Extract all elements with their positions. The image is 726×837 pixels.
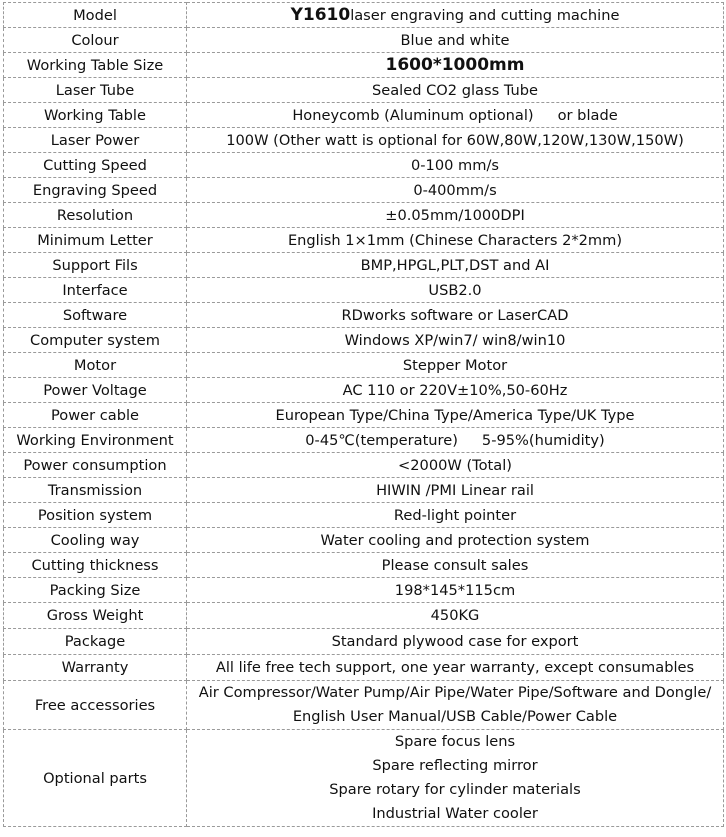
model-number: Y1610 xyxy=(290,4,351,25)
table-row xyxy=(4,453,724,478)
row-value xyxy=(187,3,724,28)
table-row xyxy=(4,730,724,827)
row-value xyxy=(187,681,724,730)
row-label: Resolution xyxy=(4,203,187,228)
row-label: Working Table Size xyxy=(4,53,187,78)
row-value: European Type/China Type/America Type/UK Type xyxy=(187,403,724,428)
row-label: Power Voltage xyxy=(4,378,187,403)
table-row xyxy=(4,228,724,253)
row-value: Stepper Motor xyxy=(187,353,724,378)
table-row xyxy=(4,128,724,153)
table-row xyxy=(4,53,724,78)
row-value xyxy=(187,53,724,78)
table-row xyxy=(4,153,724,178)
row-value: 198*145*115cm xyxy=(187,578,724,603)
row-value: ±0.05mm/1000DPI xyxy=(187,203,724,228)
row-label: Power cable xyxy=(4,403,187,428)
row-label: Gross Weight xyxy=(4,603,187,629)
row-label: Optional parts xyxy=(4,730,187,827)
row-label: Power consumption xyxy=(4,453,187,478)
temperature-range: 0-45℃(temperature) xyxy=(305,431,458,449)
table-row xyxy=(4,253,724,278)
table-row xyxy=(4,528,724,553)
table-row xyxy=(4,353,724,378)
spec-table xyxy=(3,2,724,827)
row-value: 100W (Other watt is optional for 60W,80W,120W,130W,150W) xyxy=(187,128,724,153)
row-label: Free accessories xyxy=(4,681,187,730)
row-label: Engraving Speed xyxy=(4,178,187,203)
row-label: Position system xyxy=(4,503,187,528)
table-row xyxy=(4,403,724,428)
table-row xyxy=(4,553,724,578)
table-row xyxy=(4,178,724,203)
table-row xyxy=(4,378,724,403)
table-row xyxy=(4,655,724,681)
row-value: Standard plywood case for export xyxy=(187,629,724,655)
table-row xyxy=(4,103,724,128)
row-label: Cutting Speed xyxy=(4,153,187,178)
row-value xyxy=(187,428,724,453)
table-row xyxy=(4,278,724,303)
row-value xyxy=(187,103,724,128)
row-label: Transmission xyxy=(4,478,187,503)
optional-part-line: Spare rotary for cylinder materials xyxy=(329,781,581,798)
row-value: RDworks software or LaserCAD xyxy=(187,303,724,328)
table-row xyxy=(4,603,724,629)
table-row xyxy=(4,78,724,103)
row-label: Colour xyxy=(4,28,187,53)
table-row xyxy=(4,303,724,328)
humidity-range: 5-95%(humidity) xyxy=(481,431,605,449)
table-row xyxy=(4,478,724,503)
row-label: Packing Size xyxy=(4,578,187,603)
row-value: Water cooling and protection system xyxy=(187,528,724,553)
table-row xyxy=(4,28,724,53)
row-label: Model xyxy=(4,3,187,28)
row-value: Please consult sales xyxy=(187,553,724,578)
row-label: Minimum Letter xyxy=(4,228,187,253)
row-value: USB2.0 xyxy=(187,278,724,303)
optional-part-line: Spare focus lens xyxy=(394,733,516,750)
row-value: 0-400mm/s xyxy=(187,178,724,203)
row-label: Working Table xyxy=(4,103,187,128)
row-label: Warranty xyxy=(4,655,187,681)
row-value: All life free tech support, one year warranty, except consumables xyxy=(187,655,724,681)
row-value: 0-100 mm/s xyxy=(187,153,724,178)
row-label: Support Fils xyxy=(4,253,187,278)
table-row xyxy=(4,3,724,28)
table-row xyxy=(4,681,724,730)
working-table-value: Honeycomb (Aluminum optional) xyxy=(292,106,534,124)
working-table-extra: or blade xyxy=(557,106,618,124)
row-value: English 1×1mm (Chinese Characters 2*2mm) xyxy=(187,228,724,253)
table-row xyxy=(4,578,724,603)
table-row xyxy=(4,328,724,353)
row-label: Software xyxy=(4,303,187,328)
row-value: Blue and white xyxy=(187,28,724,53)
row-value: AC 110 or 220V±10%,50-60Hz xyxy=(187,378,724,403)
row-value: Red-light pointer xyxy=(187,503,724,528)
table-row xyxy=(4,503,724,528)
table-size-value: 1600*1000mm xyxy=(385,54,525,75)
accessories-line: English User Manual/USB Cable/Power Cable xyxy=(292,708,618,725)
row-value: <2000W (Total) xyxy=(187,453,724,478)
row-value: Windows XP/win7/ win8/win10 xyxy=(187,328,724,353)
table-row xyxy=(4,428,724,453)
table-row xyxy=(4,203,724,228)
row-label: Computer system xyxy=(4,328,187,353)
table-row xyxy=(4,629,724,655)
row-label: Laser Power xyxy=(4,128,187,153)
row-value: 450KG xyxy=(187,603,724,629)
row-label: Laser Tube xyxy=(4,78,187,103)
row-label: Package xyxy=(4,629,187,655)
row-value: Sealed CO2 glass Tube xyxy=(187,78,724,103)
optional-part-line: Spare reflecting mirror xyxy=(372,757,538,774)
optional-part-line: Industrial Water cooler xyxy=(372,805,538,822)
row-label: Interface xyxy=(4,278,187,303)
model-description: laser engraving and cutting machine xyxy=(350,6,620,24)
row-label: Working Environment xyxy=(4,428,187,453)
row-value xyxy=(187,730,724,827)
row-label: Cutting thickness xyxy=(4,553,187,578)
accessories-line: Air Compressor/Water Pump/Air Pipe/Water Pipe/Software and Dongle/ xyxy=(198,684,712,701)
row-label: Cooling way xyxy=(4,528,187,553)
row-value: BMP,HPGL,PLT,DST and AI xyxy=(187,253,724,278)
row-label: Motor xyxy=(4,353,187,378)
row-value: HIWIN /PMI Linear rail xyxy=(187,478,724,503)
